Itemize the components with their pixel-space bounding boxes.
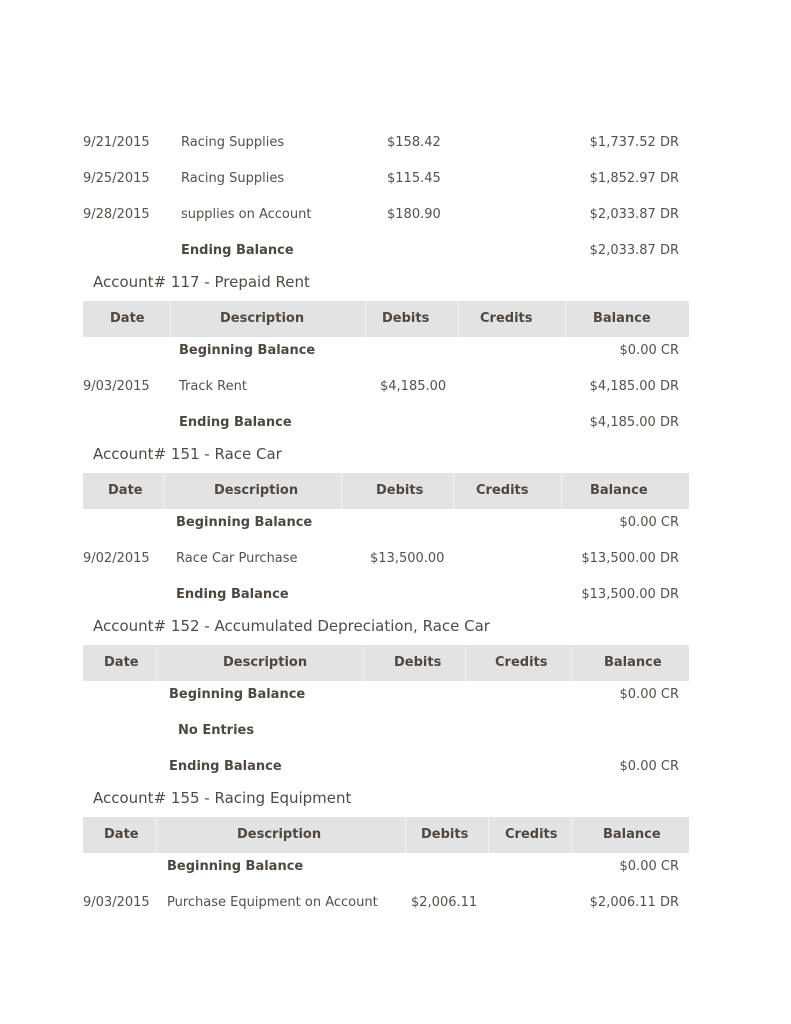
- header-date: Date: [104, 655, 139, 670]
- date-cell: 9/28/2015: [83, 207, 150, 222]
- no-entries-label: No Entries: [178, 723, 255, 738]
- header-date: Date: [104, 827, 139, 842]
- beginning-balance-label: Beginning Balance: [179, 343, 316, 358]
- debit-cell: $4,185.00: [380, 379, 447, 394]
- header-credits: Credits: [505, 827, 558, 842]
- ending-balance-value: $0.00 CR: [619, 759, 679, 774]
- beginning-balance-value: $0.00 CR: [619, 859, 679, 874]
- table-header: [83, 817, 689, 853]
- beginning-balance-value: $0.00 CR: [619, 687, 679, 702]
- debit-cell: $158.42: [387, 135, 441, 150]
- balance-cell: $2,006.11 DR: [589, 895, 679, 910]
- header-credits: Credits: [476, 483, 529, 498]
- header-credits: Credits: [480, 311, 533, 326]
- date-cell: 9/21/2015: [83, 135, 150, 150]
- balance-cell: $1,737.52 DR: [589, 135, 679, 150]
- debit-cell: $2,006.11: [411, 895, 478, 910]
- table-row: [83, 207, 689, 227]
- header-description: Description: [223, 655, 308, 670]
- date-cell: 9/03/2015: [83, 895, 150, 910]
- date-cell: 9/03/2015: [83, 379, 150, 394]
- beginning-balance-label: Beginning Balance: [169, 687, 306, 702]
- ending-balance-row: [83, 759, 689, 779]
- table-header: [83, 301, 689, 337]
- beginning-balance-row: [83, 859, 689, 879]
- no-entries-row: [83, 723, 689, 743]
- header-balance: Balance: [604, 655, 662, 670]
- balance-cell: $2,033.87 DR: [589, 207, 679, 222]
- debit-cell: $180.90: [387, 207, 441, 222]
- account-title: Account# 117 - Prepaid Rent: [93, 273, 310, 291]
- ending-balance-row: [83, 587, 689, 607]
- header-balance: Balance: [593, 311, 651, 326]
- table-row: [83, 171, 689, 191]
- beginning-balance-row: [83, 515, 689, 535]
- header-debits: Debits: [376, 483, 424, 498]
- date-cell: 9/25/2015: [83, 171, 150, 186]
- header-credits: Credits: [495, 655, 548, 670]
- table-row: [83, 895, 689, 915]
- beginning-balance-label: Beginning Balance: [176, 515, 313, 530]
- balance-cell: $4,185.00 DR: [589, 379, 679, 394]
- description-cell: Racing Supplies: [181, 171, 285, 186]
- description-cell: Racing Supplies: [181, 135, 285, 150]
- debit-cell: $115.45: [387, 171, 441, 186]
- table-header: [83, 645, 689, 681]
- header-debits: Debits: [394, 655, 442, 670]
- ending-balance-value: $4,185.00 DR: [589, 415, 679, 430]
- beginning-balance-row: [83, 687, 689, 707]
- account-title: Account# 155 - Racing Equipment: [93, 789, 352, 807]
- date-cell: 9/02/2015: [83, 551, 150, 566]
- header-description: Description: [214, 483, 299, 498]
- beginning-balance-row: [83, 343, 689, 363]
- header-debits: Debits: [421, 827, 469, 842]
- beginning-balance-label: Beginning Balance: [167, 859, 304, 874]
- table-row: [83, 135, 689, 155]
- header-date: Date: [110, 311, 145, 326]
- balance-cell: $13,500.00 DR: [581, 551, 679, 566]
- header-date: Date: [108, 483, 143, 498]
- table-header: [83, 473, 689, 509]
- ending-balance-label: Ending Balance: [169, 759, 282, 774]
- description-cell: supplies on Account: [181, 207, 312, 222]
- description-cell: Purchase Equipment on Account: [167, 895, 378, 910]
- ending-balance-label: Ending Balance: [176, 587, 289, 602]
- table-row: [83, 379, 689, 399]
- balance-cell: $1,852.97 DR: [589, 171, 679, 186]
- header-debits: Debits: [382, 311, 430, 326]
- account-title: Account# 151 - Race Car: [93, 445, 282, 463]
- description-cell: Track Rent: [179, 379, 247, 394]
- account-title: Account# 152 - Accumulated Depreciation, Race Car: [93, 617, 490, 635]
- table-row: [83, 551, 689, 571]
- header-description: Description: [220, 311, 305, 326]
- header-description: Description: [237, 827, 322, 842]
- description-cell: Race Car Purchase: [176, 551, 298, 566]
- debit-cell: $13,500.00: [370, 551, 445, 566]
- header-balance: Balance: [590, 483, 648, 498]
- ending-balance-value: $13,500.00 DR: [581, 587, 679, 602]
- ending-balance-row: [83, 415, 689, 435]
- ending-balance-value: $2,033.87 DR: [589, 243, 679, 258]
- ending-balance-label: Ending Balance: [181, 243, 294, 258]
- ending-balance-row: [83, 243, 689, 263]
- beginning-balance-value: $0.00 CR: [619, 515, 679, 530]
- header-balance: Balance: [603, 827, 661, 842]
- beginning-balance-value: $0.00 CR: [619, 343, 679, 358]
- ending-balance-label: Ending Balance: [179, 415, 292, 430]
